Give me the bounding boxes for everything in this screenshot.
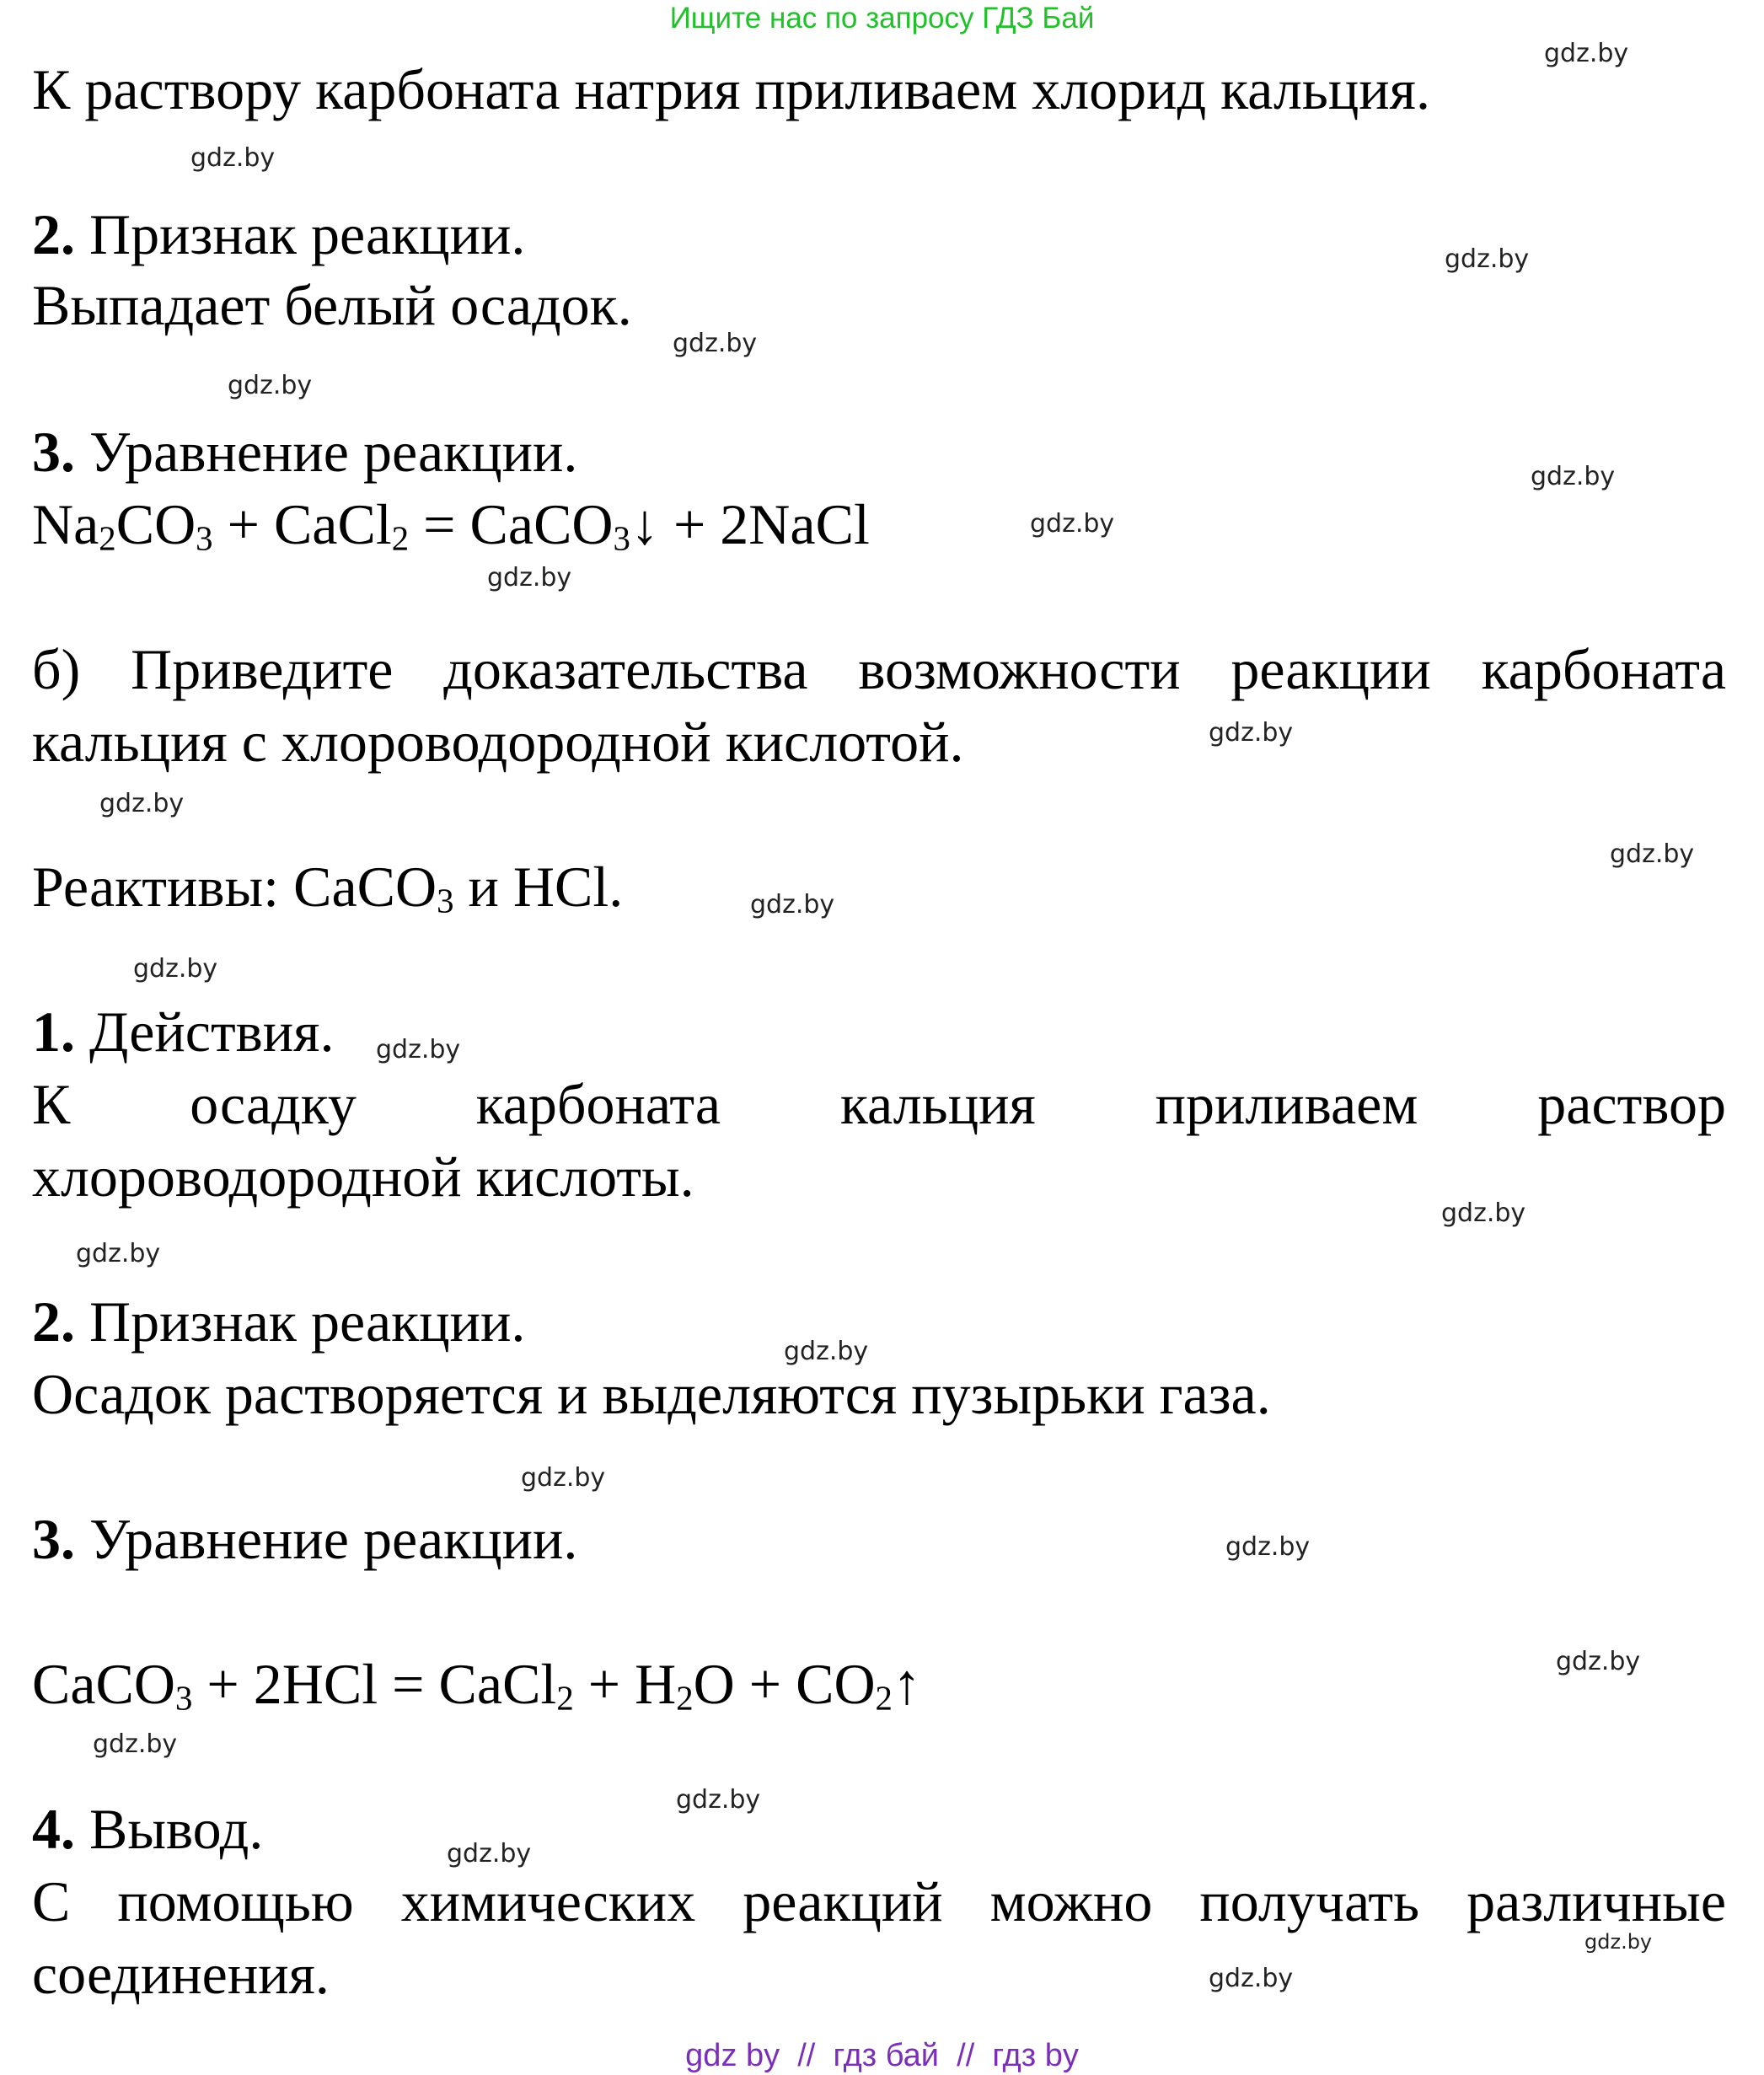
watermark: gdz.by xyxy=(1209,1964,1294,1993)
equation-heading-label-b: Уравнение реакции. xyxy=(89,1507,578,1571)
watermark: gdz.by xyxy=(447,1839,532,1869)
watermark: gdz.by xyxy=(133,954,218,984)
reagents-text: Реактивы: CaCO$_3$ и HCl. xyxy=(32,855,624,920)
footer-links[interactable]: gdz by // гдз бай // гдз by xyxy=(685,2038,1079,2073)
watermark: gdz.by xyxy=(673,329,758,358)
equation-number-b: 3. xyxy=(32,1507,75,1571)
watermark: gdz.by xyxy=(76,1239,161,1268)
watermark: gdz.by xyxy=(93,1729,178,1759)
sign-heading-label-b: Признак реакции. xyxy=(89,1290,526,1354)
watermark: gdz.by xyxy=(750,890,835,920)
watermark: gdz.by xyxy=(1544,39,1629,68)
conclusion-heading-b xyxy=(32,1797,264,1861)
watermark: gdz.by xyxy=(1209,718,1294,748)
equation-number-a: 3. xyxy=(32,420,75,484)
watermark: gdz.by xyxy=(1445,244,1530,274)
sign-number-b: 2. xyxy=(32,1290,75,1354)
watermark: gdz.by xyxy=(190,143,276,173)
watermark: gdz.by xyxy=(676,1785,761,1815)
actions-line-2: хлороводородной кислоты. xyxy=(32,1145,694,1209)
sign-heading-b xyxy=(32,1290,526,1354)
watermark: gdz.by xyxy=(1441,1198,1526,1228)
question-line-2: кальция с хлороводородной кислотой. xyxy=(32,710,964,774)
watermark: gdz.by xyxy=(1610,839,1695,869)
watermark: gdz.by xyxy=(1030,509,1115,539)
equation-b: CaCO$_3$ + 2HCl = CaCl$_2$ + $H_2O$ + $CO_2↑$ xyxy=(32,1652,921,1718)
watermark: gdz.by xyxy=(1531,462,1616,491)
watermark: gdz.by xyxy=(99,789,185,818)
conclusion-line-2: соединения. xyxy=(32,1942,330,2006)
sign-number-a: 2. xyxy=(32,202,75,266)
watermark: gdz.by xyxy=(1556,1647,1641,1676)
sign-text-b: Осадок растворяется и выделяются пузырьки газа. xyxy=(32,1362,1271,1426)
conclusion-line-1: С помощью химических реакций можно получать различные xyxy=(32,1869,1726,1933)
watermark: gdz.by xyxy=(521,1463,606,1493)
question-line-1: б) Приведите доказательства возможности реакции карбоната xyxy=(32,637,1726,701)
actions-number-b: 1. xyxy=(32,1000,75,1064)
conclusion-number-b: 4. xyxy=(32,1797,75,1861)
watermark: gdz.by xyxy=(228,371,313,400)
equation-heading-label-a: Уравнение реакции. xyxy=(89,420,578,484)
watermark: gdz.by xyxy=(376,1035,461,1064)
header-search-link[interactable]: Ищите нас по запросу ГДЗ Бай xyxy=(669,2,1095,35)
actions-heading-label-b: Действия. xyxy=(89,1000,335,1064)
sign-heading-label-a: Признак реакции. xyxy=(89,202,526,266)
equation-heading-a xyxy=(32,420,578,484)
sign-heading-a xyxy=(32,202,526,266)
watermark: gdz.by xyxy=(1584,1930,1653,1954)
watermark: gdz.by xyxy=(784,1337,869,1366)
equation-heading-b xyxy=(32,1507,578,1571)
actions-heading-b xyxy=(32,1000,335,1064)
conclusion-heading-label-b: Вывод. xyxy=(89,1797,264,1861)
watermark: gdz.by xyxy=(487,563,572,592)
sign-text-a: Выпадает белый осадок. xyxy=(32,273,632,337)
equation-a: $Na_2CO_3$ + CaCl$_2$ = CaCO$_3$↓ + 2NaCl xyxy=(32,492,870,558)
action-text-a: К раствору карбоната натрия приливаем хлорид кальция. xyxy=(32,57,1430,121)
watermark: gdz.by xyxy=(1225,1532,1311,1562)
actions-line-1: К осадку карбоната кальция приливаем раствор xyxy=(32,1072,1726,1136)
